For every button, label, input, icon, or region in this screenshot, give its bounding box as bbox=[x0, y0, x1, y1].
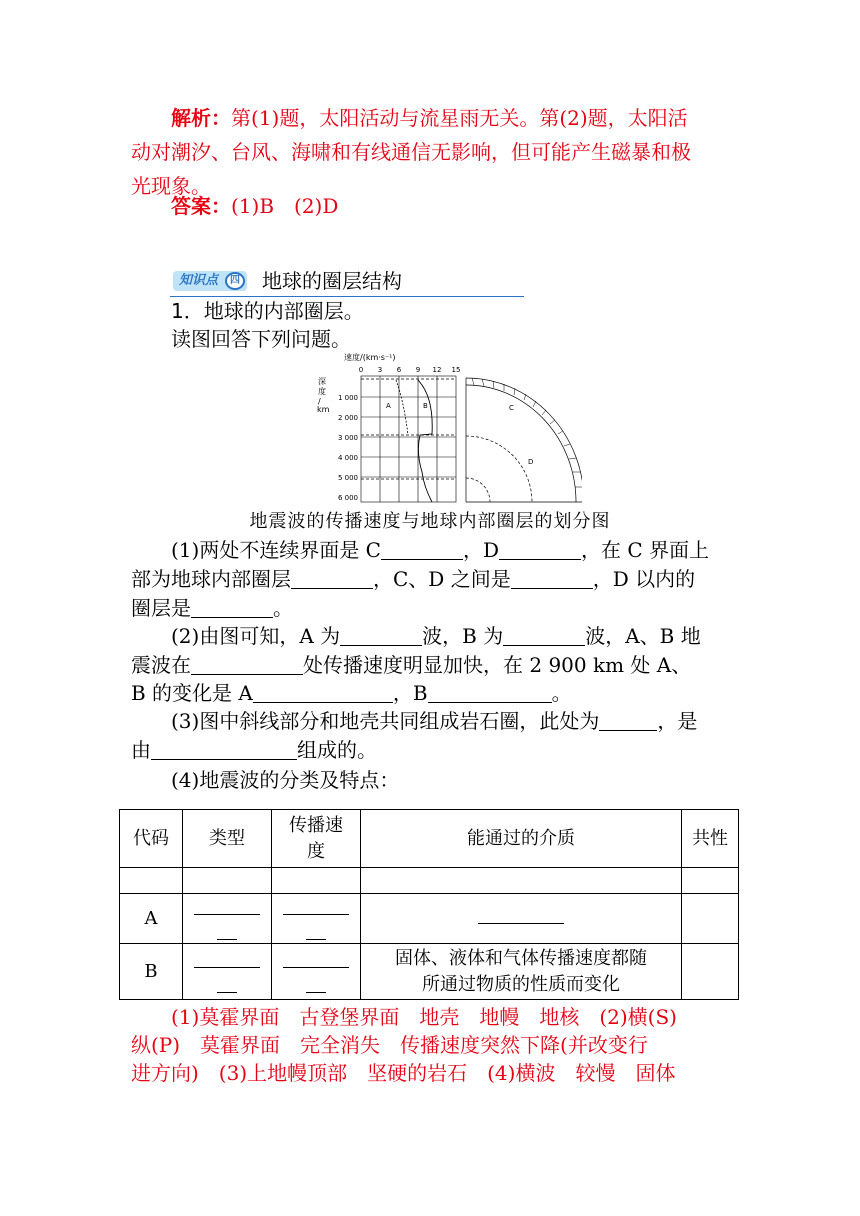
header-common: 共性 bbox=[682, 810, 739, 868]
curve-b bbox=[418, 380, 432, 502]
q4-line: (4)地震波的分类及特点： bbox=[171, 768, 400, 792]
svg-text:深: 深 bbox=[318, 377, 326, 386]
blank-speedup-location bbox=[191, 654, 303, 675]
answers-line-3: 进方向) (3)上地幔顶部 坚硬的岩石 (4)横波 较慢 固体 bbox=[131, 1061, 676, 1085]
label-a: A bbox=[386, 402, 391, 410]
blank-b-change bbox=[428, 682, 552, 703]
q1-line-1: (1)两处不连续界面是 C ，D ，在 C 界面上 bbox=[171, 538, 710, 562]
blank-c bbox=[381, 539, 463, 560]
curve-a bbox=[396, 380, 408, 435]
q3-line-1: (3)图中斜线部分和地壳共同组成岩石圈，此处为 ，是 bbox=[171, 709, 698, 733]
q1-line-3: 圈层是 。 bbox=[131, 596, 293, 620]
x-tick-3: 3 bbox=[377, 366, 383, 374]
figure-ylabel bbox=[317, 377, 330, 414]
y-tick-4000: 4 000 bbox=[337, 454, 358, 462]
row-b-common bbox=[682, 944, 739, 1000]
row-b-type-blank bbox=[183, 944, 272, 1000]
table-row-b bbox=[120, 944, 739, 1000]
y-tick-6000: 6 000 bbox=[337, 494, 358, 502]
blank-d bbox=[499, 539, 581, 560]
row-b-media: 固体、液体和气体传播速度都随 所通过物质的性质而变化 bbox=[361, 944, 682, 1000]
analysis-line-1 bbox=[171, 101, 731, 135]
earth-quarter bbox=[466, 378, 582, 502]
blank-b-type bbox=[503, 625, 585, 646]
answers-line-1: (1)莫霍界面 古登堡界面 地壳 地幔 地核 (2)横(S) bbox=[171, 1005, 677, 1029]
analysis-label: 解析： bbox=[171, 106, 231, 130]
analysis-line-2: 动对潮汐、台风、海啸和有线通信无影响，但可能产生磁暴和极 bbox=[131, 140, 691, 164]
x-tick-6: 6 bbox=[396, 366, 402, 374]
figure-caption: 地震波的传播速度与地球内部圈层的划分图 bbox=[249, 511, 611, 532]
section-badge bbox=[173, 271, 247, 291]
wave-table bbox=[119, 809, 739, 1000]
x-tick-15: 15 bbox=[451, 366, 461, 374]
blank-a-change bbox=[253, 682, 393, 703]
x-tick-12: 12 bbox=[432, 366, 442, 374]
section-badge-text: 知识点 bbox=[179, 273, 219, 288]
blank-composition bbox=[151, 739, 297, 760]
instruction: 读图回答下列问题。 bbox=[171, 327, 351, 351]
q3-line-2: 由 组成的。 bbox=[131, 738, 377, 762]
table-row-empty bbox=[120, 868, 739, 894]
row-b-code: B bbox=[120, 944, 183, 1000]
row-b-speed-blank bbox=[272, 944, 361, 1000]
x-tick-0: 0 bbox=[358, 366, 364, 374]
q2-line-2: 震波在 处传播速度明显加快，在 2 900 km 处 A、 bbox=[131, 653, 692, 677]
header-speed: 传播速 度 bbox=[272, 810, 361, 868]
blank-a-type bbox=[340, 625, 422, 646]
y-tick-5000: 5 000 bbox=[337, 474, 358, 482]
figure-grid bbox=[361, 376, 456, 502]
svg-text:km: km bbox=[317, 405, 330, 414]
header-code: 代码 bbox=[120, 810, 183, 868]
q1-line-2: 部为地球内部圈层 ，C、D 之间是 ，D 以内的 bbox=[131, 567, 696, 591]
q2-line-1: (2)由图可知，A 为 波，B 为 波，A、B 地 bbox=[171, 624, 701, 648]
x-tick-9: 9 bbox=[415, 366, 421, 374]
answer-value: (1)B (2)D bbox=[231, 194, 339, 218]
heading-1: 1．地球的内部圈层。 bbox=[171, 299, 364, 323]
row-a-common bbox=[682, 894, 739, 944]
y-tick-3000: 3 000 bbox=[337, 434, 358, 442]
blank-layer-above-c bbox=[291, 568, 373, 589]
y-tick-1000: 1 000 bbox=[337, 394, 358, 402]
blank-location bbox=[599, 710, 657, 731]
row-a-type-blank bbox=[183, 894, 272, 944]
label-b: B bbox=[423, 402, 428, 410]
label-c: C bbox=[509, 404, 514, 412]
row-a-speed-blank bbox=[272, 894, 361, 944]
row-a-code: A bbox=[120, 894, 183, 944]
q2-line-3: B 的变化是 A ，B 。 bbox=[131, 681, 572, 705]
analysis-line-3: 光现象。 bbox=[131, 174, 211, 198]
label-d: D bbox=[528, 458, 534, 466]
blank-inside-d bbox=[191, 597, 273, 618]
svg-text:/: / bbox=[318, 397, 321, 406]
svg-text:度: 度 bbox=[318, 387, 326, 396]
row-a-media-blank bbox=[361, 894, 682, 944]
header-type: 类型 bbox=[183, 810, 272, 868]
section-title: 地球的圈层结构 bbox=[262, 269, 402, 293]
section-header bbox=[170, 268, 524, 297]
section-badge-number: 四 bbox=[225, 272, 245, 290]
blank-between-cd bbox=[511, 568, 593, 589]
answer-line bbox=[171, 189, 731, 223]
table-row-a bbox=[120, 894, 739, 944]
analysis-text-1: 第(1)题，太阳活动与流星雨无关。第(2)题，太阳活 bbox=[231, 106, 688, 130]
figure-xlabel: 速度/(km·s⁻¹) bbox=[344, 353, 396, 362]
header-media: 能通过的介质 bbox=[361, 810, 682, 868]
seismic-figure bbox=[312, 352, 582, 506]
answer-label: 答案： bbox=[171, 194, 231, 218]
y-tick-2000: 2 000 bbox=[337, 414, 358, 422]
answers-line-2: 纵(P) 莫霍界面 完全消失 传播速度突然下降(并改变行 bbox=[131, 1033, 648, 1057]
